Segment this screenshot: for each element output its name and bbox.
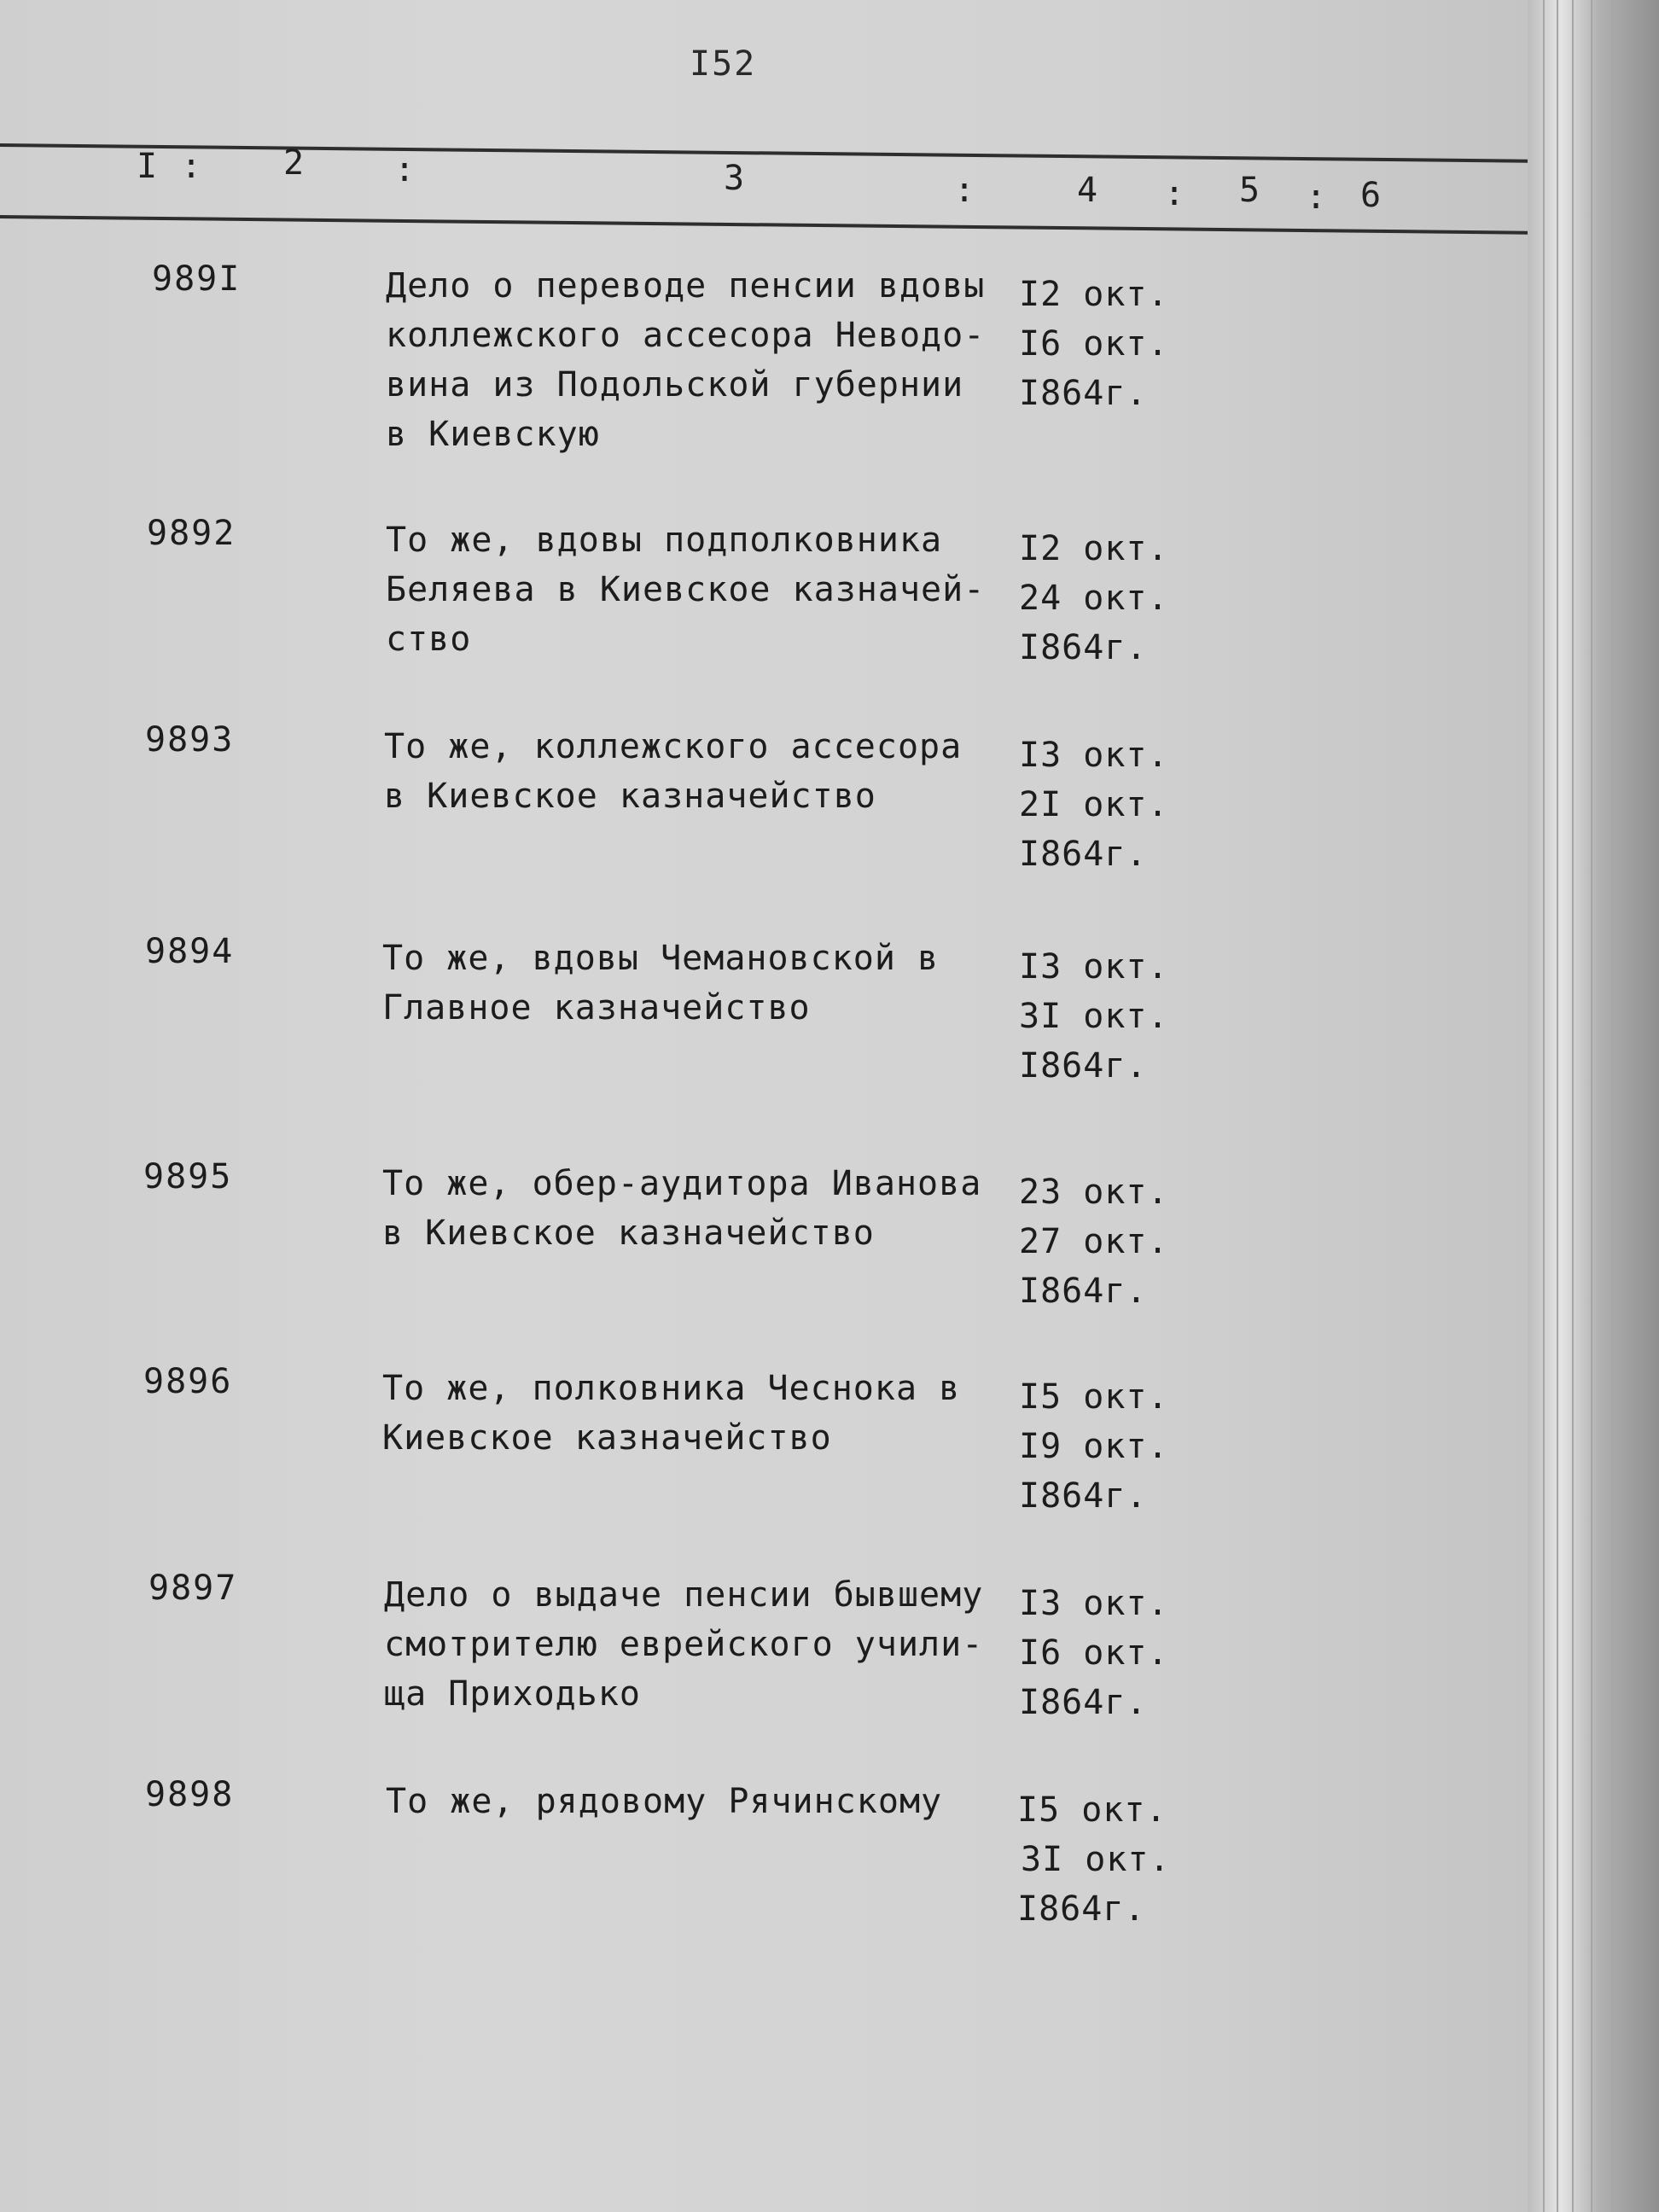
case-title: То же, вдовы Чемановской в Главное казначейство (382, 939, 940, 1027)
date-year: I864г. (1019, 1046, 1148, 1086)
date-start: I3 окт. (1019, 947, 1169, 987)
date-start: I2 окт. (1019, 275, 1169, 314)
case-number: 9896 (143, 1362, 233, 1401)
column-header-separator: : (1306, 178, 1327, 217)
case-dates (1019, 1167, 1169, 1316)
column-header-3: 3 (724, 159, 745, 198)
case-number: 9894 (145, 932, 235, 971)
page-edge-line (1543, 0, 1545, 2212)
date-end: 3I окт. (1021, 1840, 1171, 1879)
date-end: 24 окт. (1019, 579, 1169, 618)
page-number: I52 (690, 44, 757, 84)
case-title: То же, рядовому Рячинскому (386, 1782, 943, 1821)
page-edge-line (1557, 0, 1558, 2212)
date-year: I864г. (1019, 374, 1148, 413)
case-title: Дело о переводе пенсии вдовы коллежского ассесора Неводо- вина из Подольской губернии в Киевскую (386, 266, 986, 454)
date-start: I5 окт. (1017, 1790, 1167, 1830)
date-year: I864г. (1019, 1476, 1148, 1516)
column-header-separator: : (1164, 174, 1185, 213)
date-start: I3 окт. (1019, 1584, 1169, 1623)
date-end: 2I окт. (1019, 785, 1169, 824)
date-end: I6 окт. (1019, 324, 1169, 364)
case-dates (1019, 1579, 1169, 1727)
case-dates (1019, 524, 1169, 672)
page-edge-line (1591, 0, 1592, 2212)
date-end: 27 окт. (1019, 1222, 1169, 1261)
page-edge-line (1611, 0, 1613, 2212)
column-header-separator: : (954, 171, 975, 210)
case-number: 9893 (145, 720, 235, 760)
date-year: I864г. (1019, 1683, 1148, 1722)
case-number: 9898 (145, 1775, 235, 1814)
page-edge-line (1572, 0, 1574, 2212)
case-dates (1019, 942, 1169, 1091)
date-start: 23 окт. (1019, 1173, 1169, 1212)
case-dates (1019, 270, 1169, 418)
case-number: 9895 (143, 1157, 233, 1196)
column-header-1: I (137, 147, 158, 186)
case-number: 9892 (147, 514, 236, 553)
case-title: То же, вдовы подполковника Беляева в Киевское казначей- ство (386, 521, 986, 659)
column-header-2: 2 (283, 143, 305, 183)
date-start: I2 окт. (1019, 529, 1169, 568)
date-end: I6 окт. (1019, 1633, 1169, 1673)
case-dates (1017, 1785, 1171, 1934)
case-title: То же, полковника Чеснока в Киевское казначейство (382, 1369, 961, 1458)
date-year: I864г. (1019, 628, 1148, 667)
case-number: 989I (152, 259, 242, 299)
column-header-separator: : (394, 150, 416, 189)
case-dates (1019, 731, 1169, 879)
page-stack-edge (1528, 0, 1659, 2212)
date-year: I864г. (1017, 1889, 1146, 1929)
date-start: I5 окт. (1019, 1377, 1169, 1417)
header-top-rule (0, 143, 1536, 163)
header-bottom-rule (0, 215, 1536, 235)
case-title: То же, обер-аудитора Иванова в Киевское казначейство (382, 1164, 982, 1253)
date-start: I3 окт. (1019, 736, 1169, 775)
case-dates (1019, 1372, 1169, 1521)
date-end: I9 окт. (1019, 1427, 1169, 1466)
column-header-separator: : (181, 147, 202, 186)
date-end: 3I окт. (1019, 997, 1169, 1036)
column-header-4: 4 (1077, 171, 1098, 210)
date-year: I864г. (1019, 835, 1148, 874)
column-header-6: 6 (1360, 176, 1382, 215)
column-header-5: 5 (1239, 171, 1260, 210)
case-number: 9897 (148, 1569, 238, 1608)
case-title: Дело о выдаче пенсии бывшему смотрителю еврейского учили- ща Приходько (384, 1575, 984, 1714)
case-title: То же, коллежского ассесора в Киевское казначейство (384, 727, 963, 816)
date-year: I864г. (1019, 1272, 1148, 1311)
